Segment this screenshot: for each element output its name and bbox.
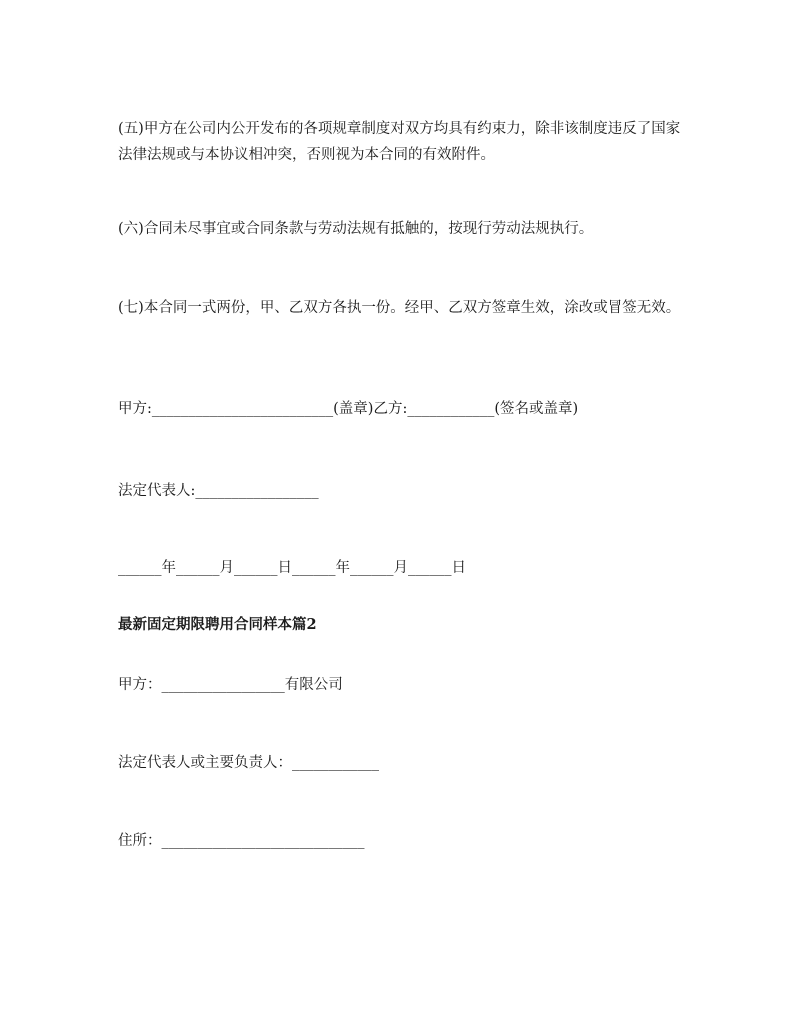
address-line: 住所：____________________________ xyxy=(118,833,365,849)
legal-rep-or-principal-line: 法定代表人或主要负责人：____________ xyxy=(118,755,379,771)
clause-6-paragraph: (六)合同未尽事宜或合同条款与劳动法规有抵触的，按现行劳动法规执行。 xyxy=(118,221,594,237)
party-a-line: 甲方：_________________有限公司 xyxy=(118,677,343,693)
section-heading: 最新固定期限聘用合同样本篇2 xyxy=(118,616,317,633)
clause-7-paragraph: (七)本合同一式两份，甲、乙双方各执一份。经甲、乙双方签章生效，涂改或冒签无效。 xyxy=(118,300,681,316)
date-line: ______年______月______日______年______月______日 xyxy=(118,560,466,576)
signature-line: 甲方:_________________________(盖章)乙方:____________(签名或盖章) xyxy=(118,401,579,417)
clause-5-paragraph: (五)甲方在公司内公开发布的各项规章制度对双方均具有约束力，除非该制度违反了国家法律法规或与本协议相冲突，否则视为本合同的有效附件。 xyxy=(118,121,681,163)
legal-representative-line: 法定代表人:_________________ xyxy=(118,483,319,499)
